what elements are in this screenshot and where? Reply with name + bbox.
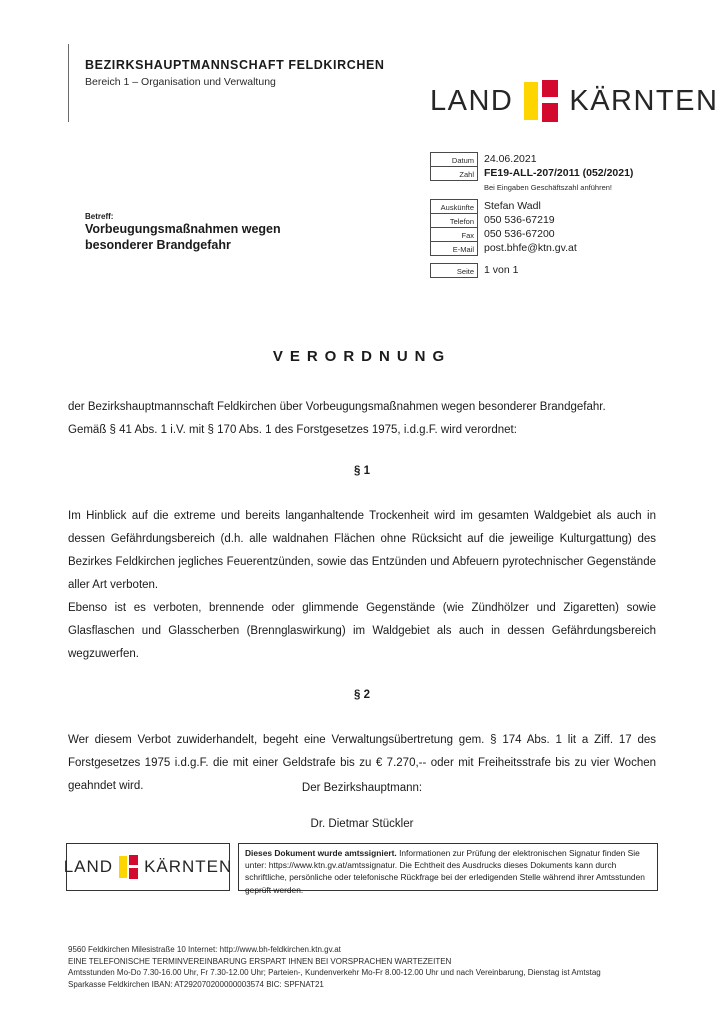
meta-row-zahl <box>430 166 658 181</box>
meta-value-auskuenfte: Stefan Wadl <box>484 200 541 212</box>
meta-row-telefon <box>430 213 658 228</box>
header-left-rule <box>68 44 69 122</box>
meta-row-fax <box>430 227 658 242</box>
subject-block <box>85 212 281 253</box>
meta-row-seite <box>430 263 658 278</box>
meta-value-zahl: FE19-ALL-207/2011 (052/2021) <box>484 167 634 179</box>
logo-red-square-bottom <box>542 103 558 122</box>
logo-yellow-bar <box>524 82 538 120</box>
amtssignatur-text-box <box>238 843 658 895</box>
meta-label-telefon: Telefon <box>430 213 478 228</box>
meta-value-telefon: 050 536-67219 <box>484 214 555 226</box>
meta-value-email: post.bhfe@ktn.gv.at <box>484 242 577 254</box>
sender-org-name: BEZIRKSHAUPTMANNSCHAFT FELDKIRCHEN <box>85 58 385 72</box>
logo-word-land: LAND <box>430 84 514 117</box>
document-meta <box>430 152 658 277</box>
land-kaernten-logo <box>430 80 718 122</box>
section-1-paragraph-1: Im Hinblick auf die extreme und bereits langanhaltende Trockenheit wird im gesamten Waldgebiet als auch in dessen Gefährdungsbereich (d.h. alle waldnahen Flächen ohne Rücksicht auf die jeweilige Kulturgattung) des Bezirkes Feldkirchen jegliches Feuerentzünden, sowie das Entzünden und Abfeuern pyrotechnischer Gegenstände aller Art verboten. <box>68 510 656 591</box>
section-2-paragraph-1: Wer diesem Verbot zuwiderhandelt, begeht eine Verwaltungsübertretung gem. § 174 Abs. 1 lit a Ziff. 17 des Forstgesetzes 1975 i.d.g.F. die mit einer Geldstrafe bis zu € 7.270,-- oder mit Freiheitsstrafe bis zu vier Wochen geahndet wird. <box>68 734 656 792</box>
meta-spacer <box>430 255 658 263</box>
logo-red-square-top-small <box>129 855 138 865</box>
land-kaernten-logo-small <box>64 855 233 879</box>
meta-label-auskuenfte: Auskünfte <box>430 199 478 214</box>
amtssignatur-text: Informationen zur Prüfung der elektronischen Signatur finden Sie unter: https://www.ktn.gv.at/amtssignatur. Die Echtheit des Ausdrucks dieses Dokuments kann durch schriftliche, persönliche oder telefonische Rückfrage bei der erledigenden Stelle während ihrer Amtsstunden geprüft werden. <box>245 848 645 895</box>
footer-notice-line: EINE TELEFONISCHE TERMINVEREINBARUNG ERSPART IHNEN BEI VORSPRACHEN WARTEZEITEN <box>68 956 452 966</box>
meta-note: Bei Eingaben Geschäftszahl anführen! <box>484 183 613 192</box>
amtssignatur-section <box>63 843 658 895</box>
kaernten-logo-mark-icon <box>524 80 558 122</box>
logo-word-kaernten-small: KÄRNTEN <box>144 857 233 876</box>
meta-value-fax: 050 536-67200 <box>484 228 555 240</box>
meta-row-email <box>430 241 658 256</box>
intro-line-2: Gemäß § 41 Abs. 1 i.V. mit § 170 Abs. 1 des Forstgesetzes 1975, i.d.g.F. wird verordnet: <box>68 424 517 436</box>
section-1-heading: § 1 <box>354 465 370 477</box>
footer-bank-line: Sparkasse Feldkirchen IBAN: AT292070200000003574 BIC: SPFNAT21 <box>68 979 324 989</box>
amtssignatur-lead: Dieses Dokument wurde amtssigniert. <box>245 848 400 858</box>
subject-line-1: Vorbeugungsmaßnahmen wegen <box>85 222 281 236</box>
meta-label-datum: Datum <box>430 152 478 167</box>
page-footer <box>68 944 668 990</box>
subject-line-2: besonderer Brandgefahr <box>85 238 231 252</box>
footer-hours-line: Amtsstunden Mo-Do 7.30-16.00 Uhr, Fr 7.30-12.00 Uhr; Parteien-, Kundenverkehr Mo-Fr 8.00-12.00 Uhr und nach Vereinbarung, Dienstag ist Amtstag <box>68 968 601 977</box>
meta-row-datum <box>430 152 658 167</box>
meta-label-zahl: Zahl <box>430 166 478 181</box>
footer-address-line: 9560 Feldkirchen Milesistraße 10 Internet: http://www.bh-feldkirchen.ktn.gv.at <box>68 945 341 954</box>
logo-red-square-top <box>542 80 558 97</box>
meta-label-seite: Seite <box>430 263 478 278</box>
signature-block <box>0 782 724 830</box>
sender-header <box>85 58 385 88</box>
meta-label-fax: Fax <box>430 227 478 242</box>
meta-value-datum: 24.06.2021 <box>484 153 537 165</box>
subject-label: Betreff: <box>85 212 114 221</box>
document-title: VERORDNUNG <box>272 348 452 365</box>
signature-role: Der Bezirkshauptmann: <box>301 782 423 794</box>
meta-value-seite: 1 von 1 <box>484 264 519 276</box>
logo-word-kaernten: KÄRNTEN <box>569 84 719 117</box>
meta-label-email: E-Mail <box>430 241 478 256</box>
document-body <box>68 396 656 798</box>
amtssignatur-logo-box <box>63 843 233 891</box>
signature-name: Dr. Dietmar Stückler <box>310 818 414 830</box>
intro-paragraph <box>68 396 656 442</box>
sender-division: Bereich 1 – Organisation und Verwaltung <box>85 76 276 88</box>
logo-word-land-small: LAND <box>63 857 114 876</box>
kaernten-logo-mark-small-icon <box>119 855 138 879</box>
intro-line-1: der Bezirkshauptmannschaft Feldkirchen über Vorbeugungsmaßnahmen wegen besonderer Brandgefahr. <box>68 401 606 413</box>
section-1-paragraph-2: Ebenso ist es verboten, brennende oder glimmende Gegenstände (wie Zündhölzer und Zigaretten) sowie Glasflaschen und Glasscherben (Brennglaswirkung) im Waldgebiet als auch in dessen Gefährdungsbereich wegzuwerfen. <box>68 602 656 660</box>
meta-row-auskuenfte <box>430 199 658 214</box>
section-2-heading: § 2 <box>354 689 370 701</box>
logo-yellow-bar-small <box>119 856 127 878</box>
logo-red-square-bottom-small <box>129 868 138 879</box>
